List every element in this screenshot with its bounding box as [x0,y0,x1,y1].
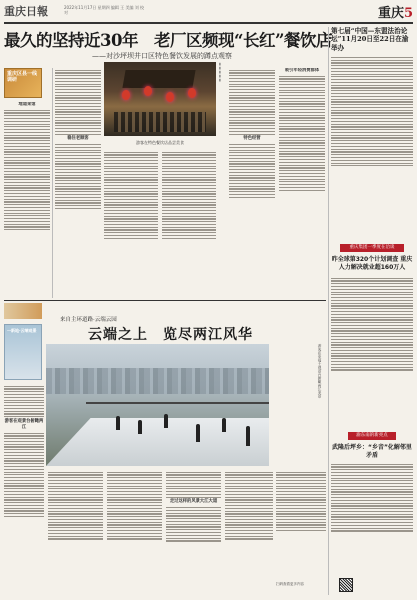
feature-column-3 [107,470,162,592]
right-story-1-text [331,55,413,225]
section-number: 5 [403,6,413,21]
feature-promo-strip [4,303,42,319]
feature-subhead-a: 游客在观景台俯瞰两江 [4,418,44,430]
feature-column-4 [166,470,221,592]
right-headline-2: 昨全球第320个计划调查 重庆人力解决就业超160万人 [331,256,413,271]
column-rule [52,68,53,298]
lead-column-1 [4,102,50,298]
feature-photo-credit: 游客在来福士观景台俯瞰两江美景 [318,344,322,398]
lead-column-5 [229,68,275,298]
lead-subhead-1: 地道菜馆 [18,102,36,107]
lead-column-6 [279,68,325,298]
feature-promo-badge [4,324,42,380]
right-story-3-text [331,462,413,574]
right-tag-2: 渝东南的新亮点 [348,432,396,440]
lead-subhead-3: 特色经营 [243,136,261,142]
photo-credit: ▮ ▮ ▮ ▮ ▮ [219,62,221,82]
promo-badge [4,68,42,98]
promo-badge-label: 重庆区县一线调研 [7,71,38,83]
feature-column-1 [4,384,44,592]
issue-meta: 2022年11月17日 星期四 编辑 王 美编 刘 校对 [64,5,144,15]
feature-promo-label: 一新地·云端观景 [7,328,37,333]
feature-column-5 [225,470,273,592]
lead-subhead-4: 吸引年轻消费群体 [284,68,320,73]
lead-subhead-2: 稳住老顾客 [67,136,89,142]
right-headline-1: 第七届“中国—东盟法治论坛”11月20日至22日在渝举办 [331,27,409,52]
feature-column-6 [276,470,326,578]
masthead [4,2,413,24]
right-column-rule [328,27,329,595]
lead-column-4 [162,150,216,298]
section-title [378,2,413,21]
right-headline-3: 武隆后坪乡：“乡音”化解邻里矛盾 [332,444,412,459]
right-column [331,27,413,225]
feature-kicker: 来自主环道路·云端云园 [60,317,117,323]
feature-footer-note: 扫码查看更多内容 [276,582,304,586]
feature-title: 云端之上 览尽两江风华 [88,327,253,343]
section-name: 重庆 [377,6,404,21]
right-story-2-text [331,276,413,426]
story-divider [4,300,326,301]
right-tag-1: 重庆集团一季度在洽谈 [340,244,404,252]
feature-photo [46,344,269,466]
lead-column-3 [104,150,158,298]
lead-headline: 最久的坚持近30年 老厂区频现“长红”餐饮店 [4,31,332,50]
feature-column-2 [48,470,103,592]
lead-column-2 [55,68,101,298]
newspaper-brand: 重庆日報 [4,5,48,18]
lead-photo-caption: 游客在特色餐饮店品尝美食 [136,140,184,145]
lead-photo [104,62,216,136]
lead-subhead: ——对沙坪坝井口区特色餐饮发展的蹲点观察 [92,52,232,60]
qr-code[interactable] [339,578,353,592]
feature-subhead-b: 走过这样的风景大江大道 [169,499,218,505]
